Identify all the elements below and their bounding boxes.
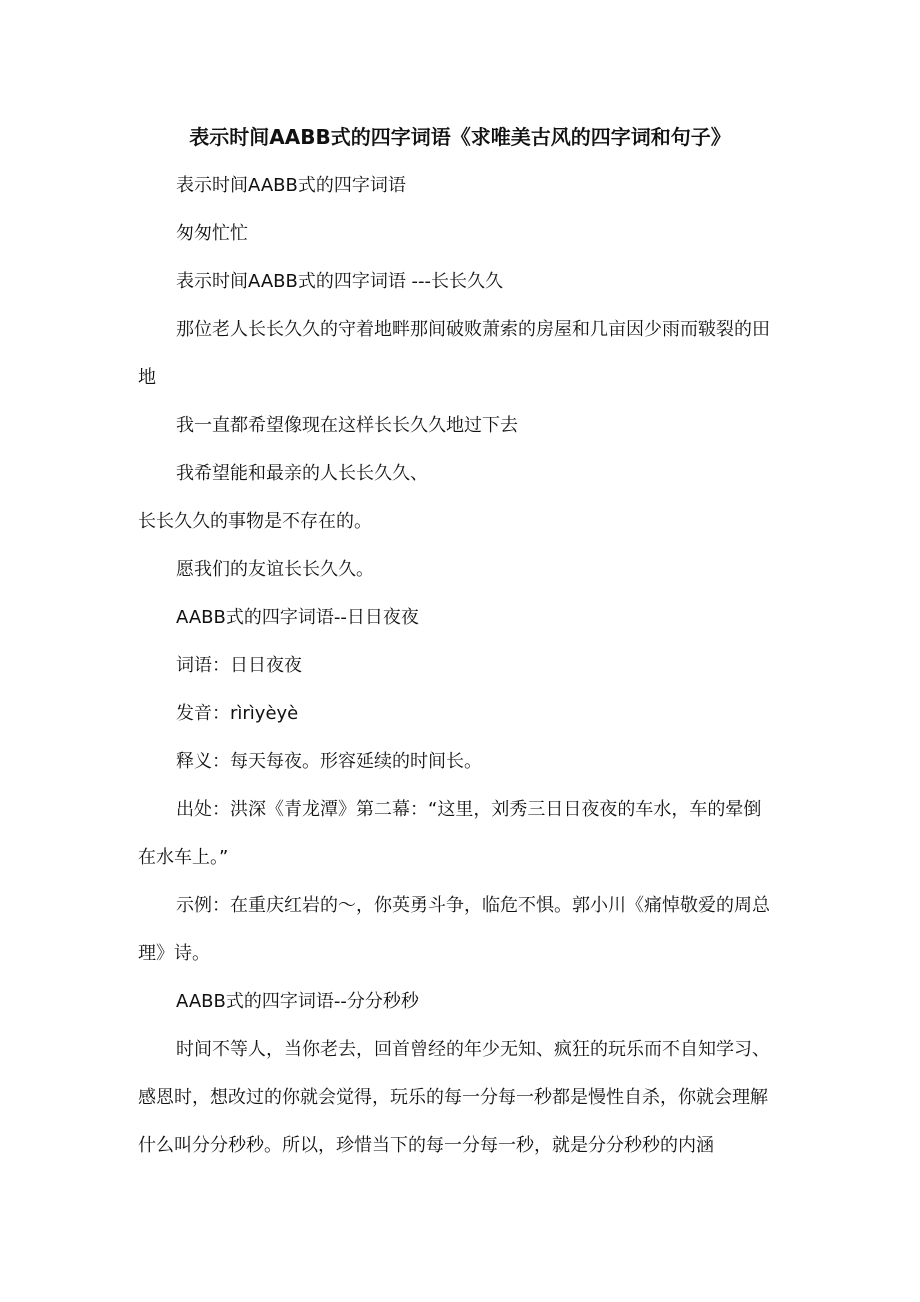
- paragraph-line: 地: [138, 367, 156, 388]
- paragraph-line: 释义：每天每夜。形容延续的时间长。: [176, 751, 482, 772]
- paragraph-7: [138, 498, 798, 546]
- paragraph-line: 愿我们的友谊长长久久。: [176, 559, 374, 580]
- document-title: 表示时间AABB式的四字词语《求唯美古风的四字词和句子》: [189, 125, 731, 149]
- paragraph-14: [138, 882, 798, 978]
- paragraph-line: 理》诗。: [138, 943, 210, 964]
- paragraph-line: 词语：日日夜夜: [176, 655, 302, 676]
- paragraph-line: AABB式的四字词语--日日夜夜: [176, 607, 419, 628]
- paragraph-line: 什么叫分分秒秒。所以，珍惜当下的每一分每一秒，就是分分秒秒的内涵: [138, 1135, 714, 1156]
- paragraph-line: 时间不等人，当你老去，回首曾经的年少无知、疯狂的玩乐而不自知学习、: [176, 1039, 770, 1060]
- paragraph-line: 我希望能和最亲的人长长久久、: [176, 463, 428, 484]
- paragraph-line: 发音：rìrìyèyè: [176, 703, 299, 724]
- paragraph-line: 匆匆忙忙: [176, 223, 248, 244]
- paragraph-line: 出处：洪深《青龙潭》第二幕：“这里，刘秀三日日夜夜的车水，车的晕倒: [176, 799, 762, 820]
- paragraph-9: [138, 594, 798, 642]
- paragraph-16: [138, 1026, 798, 1170]
- paragraph-line: AABB式的四字词语--分分秒秒: [176, 991, 419, 1012]
- paragraph-6: [138, 450, 798, 498]
- paragraph-line: 我一直都希望像现在这样长长久久地过下去: [176, 415, 518, 436]
- paragraph-8: [138, 546, 798, 594]
- paragraph-line: 长长久久的事物是不存在的。: [138, 511, 372, 532]
- paragraph-line: 在水车上。”: [138, 847, 229, 868]
- paragraph-15: [138, 978, 798, 1026]
- paragraph-11: [138, 690, 798, 738]
- paragraph-13: [138, 786, 798, 882]
- paragraph-5: [138, 402, 798, 450]
- paragraph-line: 示例：在重庆红岩的～，你英勇斗争，临危不惧。郭小川《痛悼敬爱的周总: [176, 895, 770, 916]
- paragraph-4: [138, 306, 798, 402]
- paragraph-3: [138, 258, 798, 306]
- paragraph-line: 表示时间AABB式的四字词语 ---长长久久: [176, 271, 504, 292]
- paragraph-line: 表示时间AABB式的四字词语: [176, 175, 406, 196]
- paragraph-1: [138, 162, 798, 210]
- paragraph-line: 感恩时，想改过的你就会觉得，玩乐的每一分每一秒都是慢性自杀，你就会理解: [138, 1087, 768, 1108]
- paragraph-2: [138, 210, 798, 258]
- paragraph-12: [138, 738, 798, 786]
- paragraph-line: 那位老人长长久久的守着地畔那间破败萧索的房屋和几亩因少雨而皲裂的田: [176, 319, 770, 340]
- paragraph-10: [138, 642, 798, 690]
